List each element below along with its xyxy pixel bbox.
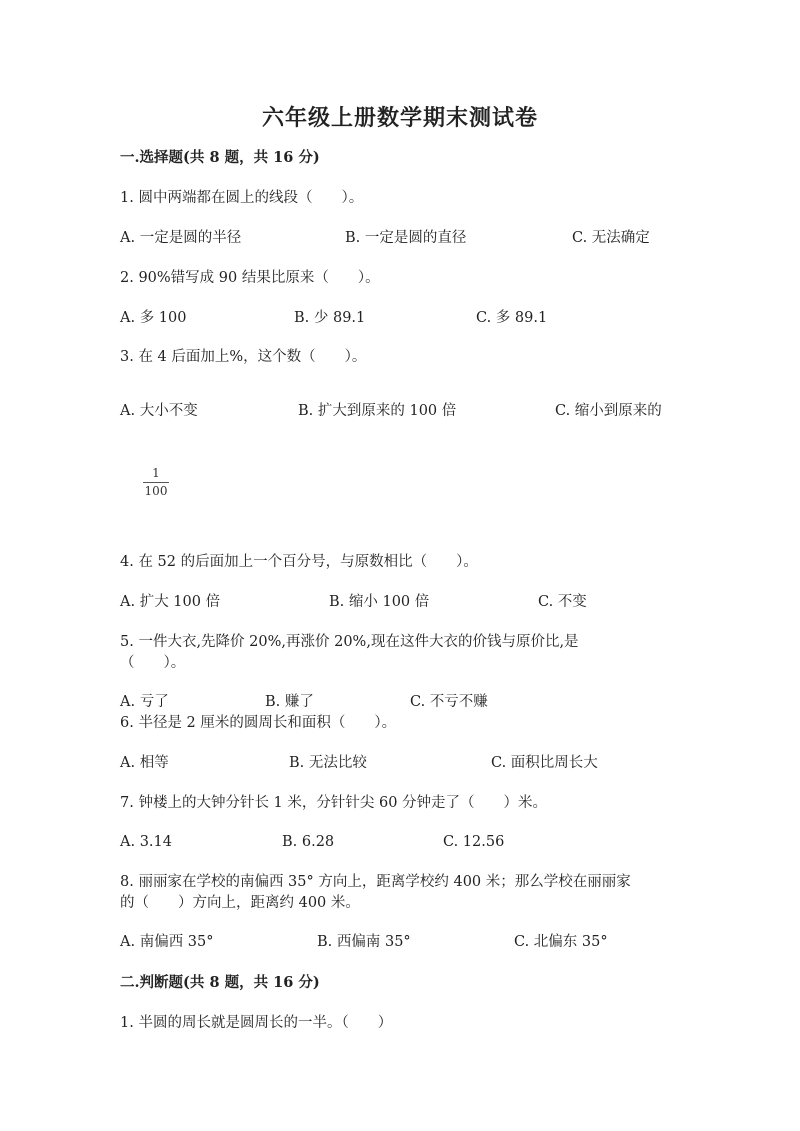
option-a: A. 扩大 100 倍 (120, 594, 221, 610)
option-b: B. 少 89.1 (294, 310, 366, 326)
question-stem: 7. 钟楼上的大钟分针长 1 米，分针针尖 60 分钟走了（ ）米。 (120, 795, 548, 811)
option-a: A. 南偏西 35° (120, 934, 214, 950)
fraction-one-hundredth (143, 467, 169, 498)
option-b: B. 扩大到原来的 100 倍 (298, 403, 457, 419)
fraction-denominator: 100 (144, 484, 168, 498)
question-stem-continued: 的（ ）方向上，距离约 400 米。 (120, 895, 360, 911)
option-c: C. 缩小到原来的 (555, 403, 662, 419)
option-b: B. 6.28 (282, 834, 335, 850)
option-a: A. 相等 (120, 755, 169, 771)
page-title: 六年级上册数学期末测试卷 (261, 105, 538, 131)
question-stem: 1. 半圆的周长就是圆周长的一半。（ ） (120, 1015, 393, 1031)
section-heading-judgement: 二.判断题(共 8 题，共 16 分) (120, 974, 320, 991)
question-stem: 6. 半径是 2 厘米的圆周长和面积（ ）。 (120, 715, 397, 731)
option-a: A. 3.14 (120, 834, 172, 850)
option-b: B. 缩小 100 倍 (329, 594, 430, 610)
section-heading-choice: 一.选择题(共 8 题，共 16 分) (120, 149, 320, 166)
option-c: C. 北偏东 35° (514, 934, 608, 950)
question-stem: 4. 在 52 的后面加上一个百分号，与原数相比（ ）。 (120, 554, 478, 570)
question-stem: 3. 在 4 后面加上%，这个数（ ）。 (120, 349, 367, 365)
option-c: C. 面积比周长大 (491, 755, 598, 771)
option-c: C. 多 89.1 (476, 310, 548, 326)
question-stem: 2. 90%错写成 90 结果比原来（ ）。 (120, 270, 380, 286)
option-a: A. 亏了 (120, 694, 169, 710)
question-stem: 5. 一件大衣,先降价 20%,再涨价 20%,现在这件大衣的价钱与原价比,是 (120, 634, 579, 650)
option-b: B. 一定是圆的直径 (345, 230, 467, 246)
option-c: C. 不亏不赚 (410, 694, 488, 710)
fraction-numerator: 1 (152, 466, 160, 480)
option-c: C. 无法确定 (572, 230, 650, 246)
option-b: B. 无法比较 (289, 755, 367, 771)
option-c: C. 12.56 (443, 834, 505, 850)
option-c: C. 不变 (538, 594, 587, 610)
question-stem: 1. 圆中两端都在圆上的线段（ ）。 (120, 190, 364, 206)
option-a: A. 多 100 (120, 310, 187, 326)
option-a: A. 一定是圆的半径 (120, 230, 242, 246)
option-a: A. 大小不变 (120, 403, 198, 419)
fraction-bar (143, 482, 169, 483)
option-b: B. 赚了 (265, 694, 314, 710)
question-stem: 8. 丽丽家在学校的南偏西 35° 方向上，距离学校约 400 米；那么学校在丽丽家 (120, 874, 631, 890)
option-b: B. 西偏南 35° (317, 934, 411, 950)
question-stem-continued: （ ）。 (120, 655, 186, 671)
